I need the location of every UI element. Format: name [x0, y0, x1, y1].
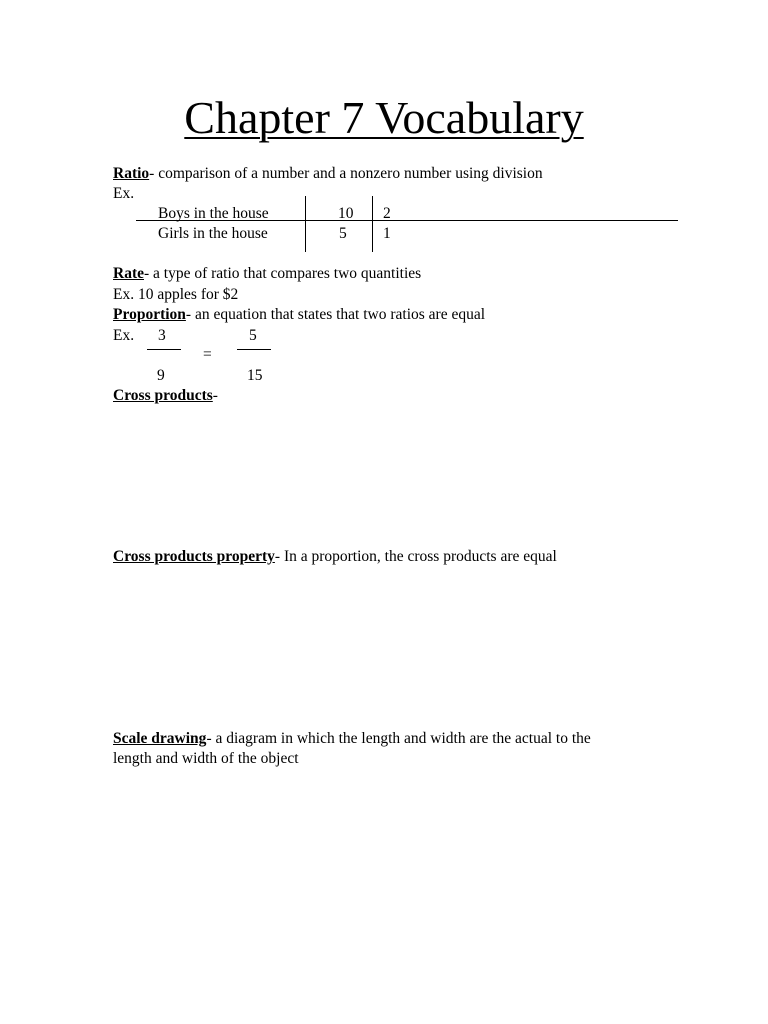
scale-drawing-definition-continued: length and width of the object	[113, 750, 299, 767]
proportion-example-label: Ex.	[113, 327, 135, 344]
table-row-2-col1: 5	[339, 225, 347, 242]
table-row-1-col2: 2	[383, 205, 391, 222]
left-fraction-bar	[147, 349, 181, 350]
cross-products-property-term: Cross products property	[113, 548, 275, 565]
rate-example: Ex. 10 apples for $2	[113, 286, 239, 303]
page-title: Chapter 7 Vocabulary	[184, 92, 584, 143]
ratio-definition-text: - comparison of a number and a nonzero number using division	[149, 165, 543, 182]
proportion-definition	[113, 305, 485, 325]
table-row-2-label: Girls in the house	[158, 225, 268, 242]
scale-drawing-definition-text: - a diagram in which the length and width are the actual to the	[206, 730, 591, 747]
cross-products-property-definition-text: - In a proportion, the cross products are equal	[274, 548, 557, 565]
rate-definition-text: - a type of ratio that compares two quantities	[144, 265, 422, 282]
table-row-1-col1: 10	[338, 205, 354, 222]
ratio-table-column-rule-1	[305, 196, 306, 252]
table-row-2-col2: 1	[383, 225, 391, 242]
proportion-term: Proportion	[113, 306, 186, 323]
right-denominator: 15	[247, 367, 263, 384]
right-numerator: 5	[249, 327, 257, 344]
rate-term: Rate	[113, 265, 144, 282]
cross-products-property-definition	[113, 547, 557, 567]
rate-definition	[113, 264, 421, 284]
scale-drawing-definition	[113, 729, 591, 749]
ratio-term: Ratio	[113, 165, 150, 182]
proportion-definition-text: - an equation that states that two ratios are equal	[185, 306, 486, 323]
left-numerator: 3	[158, 327, 166, 344]
cross-products-term: Cross products	[113, 387, 213, 404]
ratio-definition	[113, 164, 543, 184]
equals-sign: =	[203, 346, 212, 363]
cross-products-definition-text: -	[212, 387, 218, 404]
right-fraction-bar	[237, 349, 271, 350]
left-denominator: 9	[157, 367, 165, 384]
table-row-1-label: Boys in the house	[158, 205, 269, 222]
scale-drawing-term: Scale drawing	[113, 730, 207, 747]
cross-products-definition	[113, 386, 218, 406]
ratio-table-column-rule-2	[372, 196, 373, 252]
ratio-example-label: Ex.	[113, 185, 135, 202]
